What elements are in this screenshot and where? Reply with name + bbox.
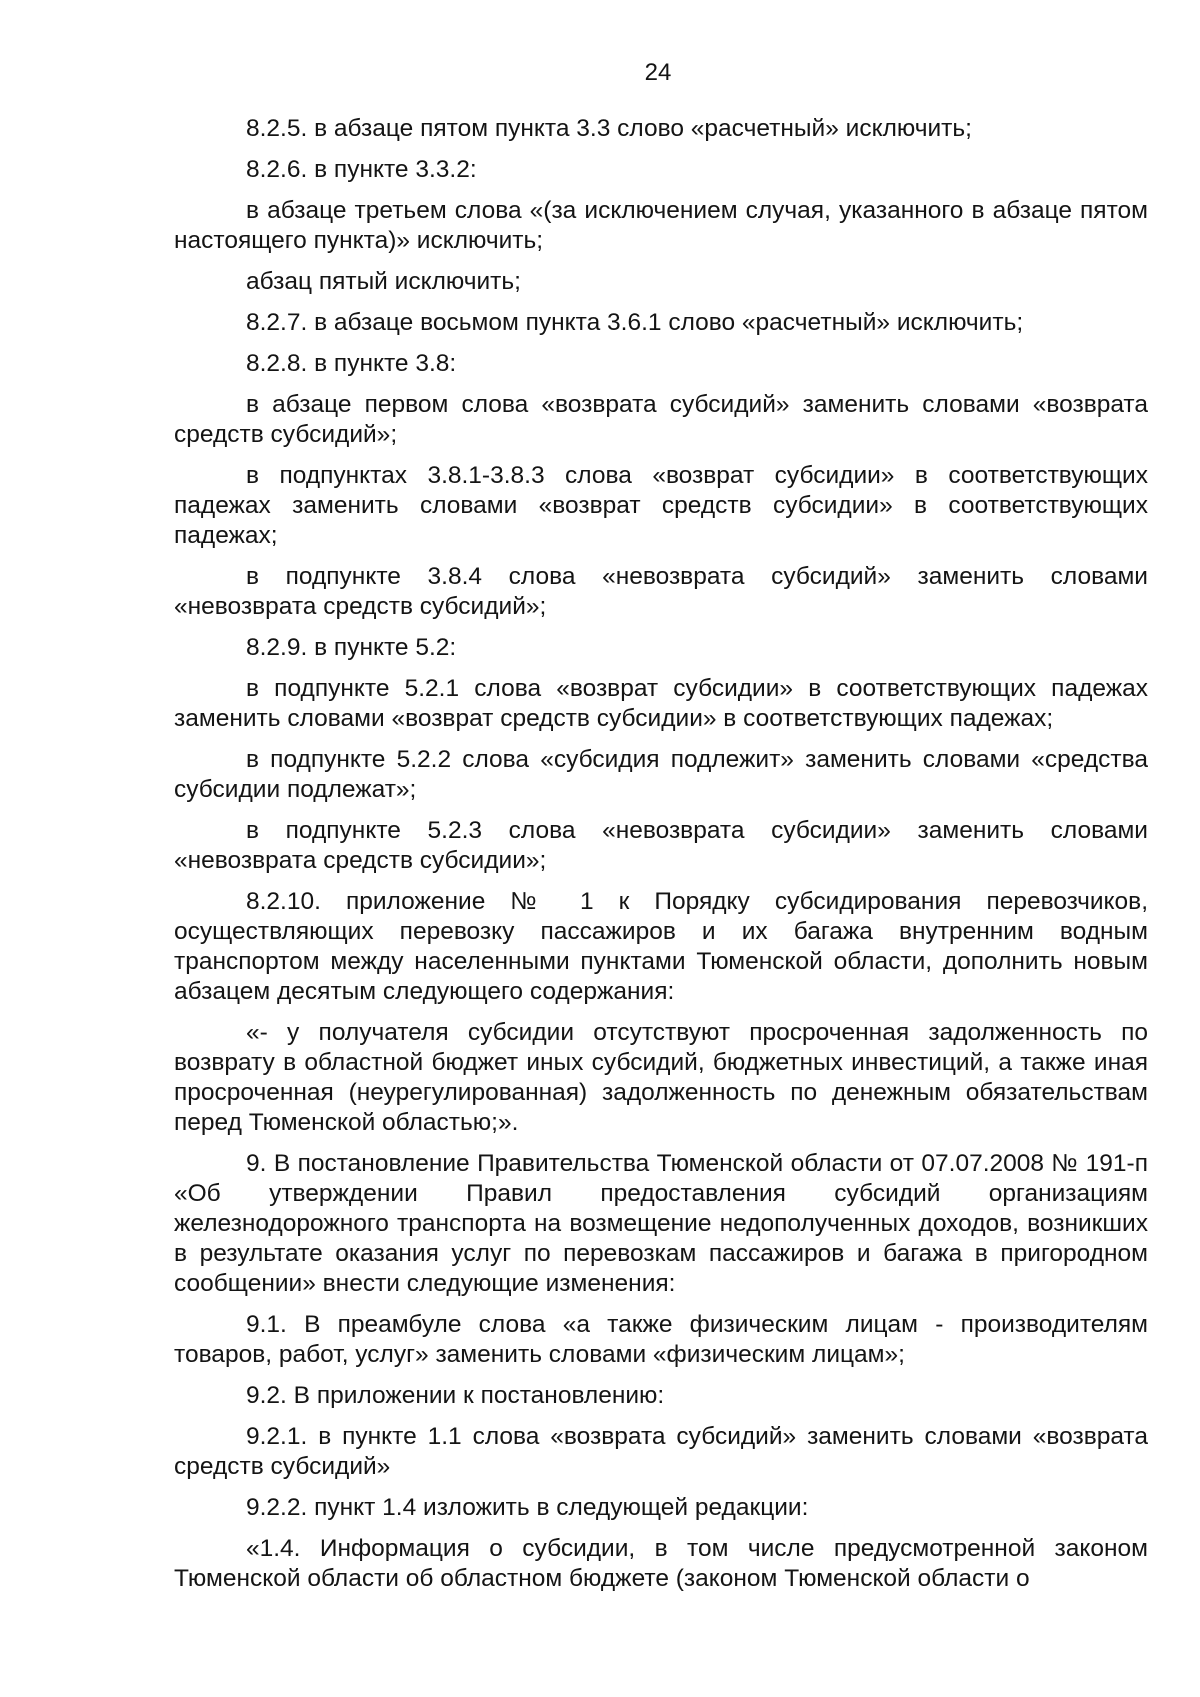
- paragraph-8-2-5: 8.2.5. в абзаце пятом пункта 3.3 слово «расчетный» исключить;: [246, 115, 972, 142]
- page-number: 24: [644, 59, 672, 86]
- paragraph-8-2-8: 8.2.8. в пункте 3.8:: [246, 350, 457, 377]
- quoted-paragraph-1-4: «1.4. Информация о субсидии, в том числе предусмотренной законом Тюменской области об областном бюджете (законом Тюменской области о: [174, 1535, 1148, 1592]
- paragraph-9: 9. В постановление Правительства Тюменской области от 07.07.2008 № 191-п «Об утверждении Правил предоставления субсидий организациям железнодорожного транспорта на возмещение недополученных доходов, возникших в результате оказания услуг по перевозкам пассажиров и багажа в пригородном сообщении» внести следующие изменения:: [174, 1150, 1148, 1297]
- paragraph-9-1: 9.1. В преамбуле слова «а также физическим лицам - производителям товаров, работ, услуг» заменить словами «физическим лицам»;: [174, 1311, 1148, 1368]
- paragraph-8-2-10: 8.2.10. приложение № 1 к Порядку субсидирования перевозчиков, осуществляющих перевозку пассажиров и их багажа внутренним водным транспортом между населенными пунктами Тюменской области, дополнить новым абзацем десятым следующего содержания:: [174, 888, 1148, 1005]
- paragraph: в подпункте 5.2.1 слова «возврат субсидии» в соответствующих падежах заменить словами «возврат средств субсидии» в соответствующих падежах;: [174, 675, 1148, 732]
- paragraph: абзац пятый исключить;: [246, 268, 521, 295]
- quoted-paragraph: «- у получателя субсидии отсутствуют просроченная задолженность по возврату в областной бюджет иных субсидий, бюджетных инвестиций, а также иная просроченная (неурегулированная) задолженность по денежным обязательствам перед Тюменской областью;».: [174, 1019, 1148, 1136]
- paragraph: в подпункте 5.2.2 слова «субсидия подлежит» заменить словами «средства субсидии подлежат»;: [174, 746, 1148, 803]
- paragraph: в подпункте 3.8.4 слова «невозврата субсидий» заменить словами «невозврата средств субсидий»;: [174, 563, 1148, 620]
- paragraph: в абзаце третьем слова «(за исключением случая, указанного в абзаце пятом настоящего пункта)» исключить;: [174, 197, 1148, 254]
- paragraph-9-2: 9.2. В приложении к постановлению:: [246, 1382, 665, 1409]
- document-body: [174, 114, 1148, 1594]
- paragraph-9-2-1: 9.2.1. в пункте 1.1 слова «возврата субсидий» заменить словами «возврата средств субсидий»: [174, 1423, 1148, 1480]
- paragraph-8-2-7: 8.2.7. в абзаце восьмом пункта 3.6.1 слово «расчетный» исключить;: [246, 309, 1024, 336]
- paragraph-9-2-2: 9.2.2. пункт 1.4 изложить в следующей редакции:: [246, 1494, 809, 1521]
- paragraph: в подпункте 5.2.3 слова «невозврата субсидии» заменить словами «невозврата средств субсидии»;: [174, 817, 1148, 874]
- paragraph-8-2-9: 8.2.9. в пункте 5.2:: [246, 634, 457, 661]
- paragraph-8-2-6: 8.2.6. в пункте 3.3.2:: [246, 156, 477, 183]
- paragraph: в подпунктах 3.8.1-3.8.3 слова «возврат субсидии» в соответствующих падежах заменить словами «возврат средств субсидии» в соответствующих падежах;: [174, 462, 1148, 549]
- paragraph: в абзаце первом слова «возврата субсидий» заменить словами «возврата средств субсидий»;: [174, 391, 1148, 448]
